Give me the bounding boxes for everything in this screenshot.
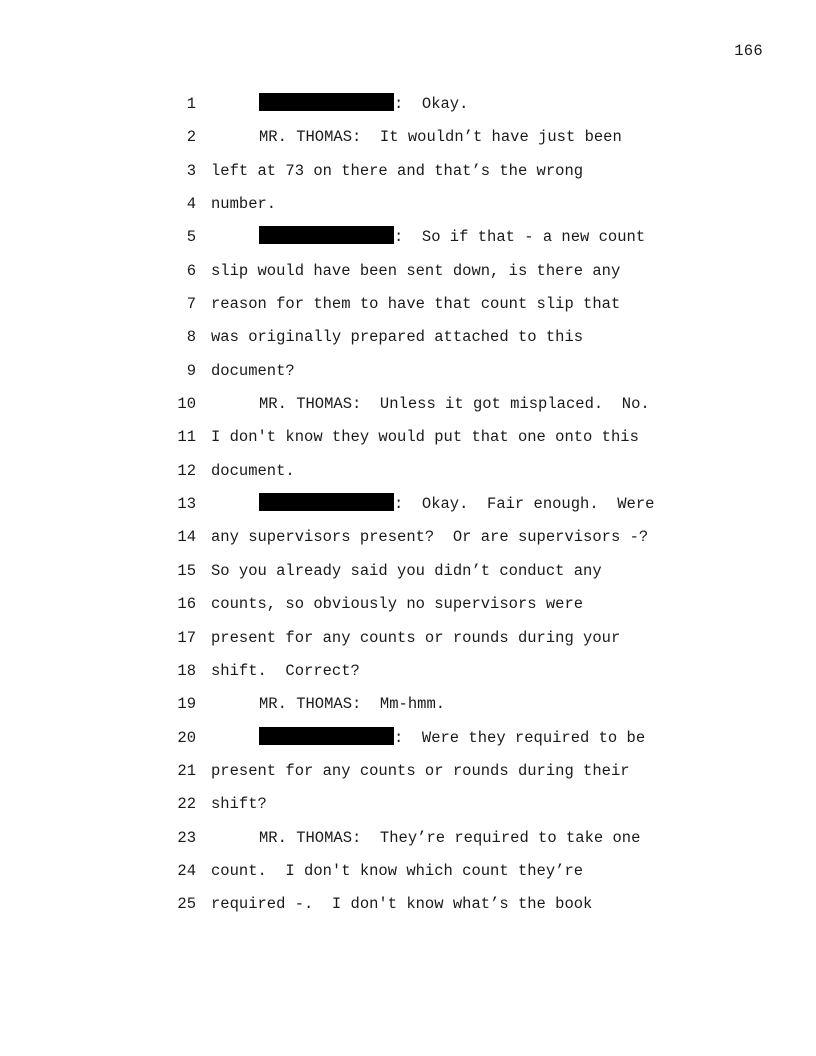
transcript-line [0,288,816,321]
line-number: 13 [177,495,196,514]
line-text [211,755,630,788]
line-text [211,355,295,388]
line-number: 6 [186,261,196,280]
transcript-line [0,421,816,454]
redacted-speaker-name [259,226,394,244]
line-text [211,155,583,188]
line-content: number. [211,195,277,214]
transcript-line [0,888,816,921]
transcript-line [0,188,816,221]
line-number: 1 [186,95,196,113]
line-text [211,455,295,488]
line-text [211,288,620,321]
line-number: 11 [177,428,196,447]
line-text [211,321,583,354]
line-text [259,488,654,521]
line-number: 20 [177,728,196,747]
transcript-line [0,388,816,421]
transcript-line [0,688,816,721]
line-text [211,521,648,554]
line-content: document? [211,361,295,380]
redacted-speaker-name [259,493,394,511]
line-text [259,822,640,855]
transcript-line [0,588,816,621]
transcript-line [0,488,816,521]
transcript-line [0,355,816,388]
transcript-line [0,155,816,188]
line-number: 15 [177,561,196,580]
transcript-body [0,88,816,922]
line-content: Mm-hmm. [361,695,446,714]
line-content: any supervisors present? Or are supervisors -? [211,528,649,547]
transcript-line [0,822,816,855]
line-text [211,255,620,288]
line-number: 22 [177,795,196,814]
line-content: : Okay. Fair enough. Were [394,495,655,514]
speaker-label: MR. THOMAS: [259,395,362,414]
line-number: 2 [186,128,196,147]
transcript-line [0,455,816,488]
line-content: present for any counts or rounds during their [211,761,630,780]
line-number: 3 [186,161,196,180]
transcript-line [0,221,816,254]
line-number: 17 [177,628,196,647]
transcript-line [0,255,816,288]
line-text [211,888,592,921]
line-text [211,588,583,621]
redacted-speaker-name [259,93,394,111]
transcript-line [0,722,816,755]
line-text [211,655,360,688]
line-number: 8 [186,328,196,347]
line-content: : So if that - a new count [394,228,646,247]
line-content: : Okay. [394,95,469,113]
line-number: 9 [186,361,196,380]
line-content: slip would have been sent down, is there any [211,261,621,280]
transcript-line [0,555,816,588]
redacted-speaker-name [259,727,394,745]
line-text [259,722,645,755]
line-content: present for any counts or rounds during your [211,628,621,647]
line-text [211,622,620,655]
line-content: left at 73 on there and that’s the wrong [211,161,584,180]
line-content: Unless it got misplaced. No. [361,395,650,414]
line-text [211,788,267,821]
line-number: 14 [177,528,196,547]
line-text [259,688,445,721]
line-content: counts, so obviously no supervisors were [211,595,584,614]
line-text [259,88,468,121]
line-content: They’re required to take one [361,828,641,847]
transcript-line [0,788,816,821]
transcript-line [0,121,816,154]
line-content: shift? [211,795,267,814]
line-text [259,221,645,254]
line-text [211,855,583,888]
line-number: 18 [177,661,196,680]
line-content: document. [211,461,295,480]
line-number: 25 [177,895,196,914]
line-content: So you already said you didn’t conduct any [211,561,602,580]
transcript-line [0,521,816,554]
line-text [259,121,622,154]
line-text [211,555,602,588]
transcript-line [0,655,816,688]
line-content: count. I don't know which count they’re [211,861,584,880]
speaker-label: MR. THOMAS: [259,128,362,147]
line-content: I don't know they would put that one onto this [211,428,639,447]
line-content: It wouldn’t have just been [361,128,622,147]
line-content: : Were they required to be [394,728,646,747]
line-number: 23 [177,828,196,847]
line-text [211,188,276,221]
line-number: 16 [177,595,196,614]
page-number: 166 [734,42,763,60]
line-number: 5 [186,228,196,247]
line-number: 12 [177,461,196,480]
transcript-line [0,88,816,121]
line-content: reason for them to have that count slip that [211,295,621,314]
line-text [259,388,650,421]
line-number: 10 [177,395,196,414]
line-number: 21 [177,761,196,780]
line-content: required -. I don't know what’s the book [211,895,593,914]
speaker-label: MR. THOMAS: [259,828,362,847]
line-content: shift. Correct? [211,661,360,680]
transcript-line [0,622,816,655]
line-number: 4 [186,195,196,214]
transcript-line [0,755,816,788]
transcript-line [0,321,816,354]
line-number: 24 [177,861,196,880]
line-number: 7 [186,295,196,314]
line-content: was originally prepared attached to this [211,328,584,347]
speaker-label: MR. THOMAS: [259,695,362,714]
line-number: 19 [177,695,196,714]
line-text [211,421,639,454]
transcript-line [0,855,816,888]
